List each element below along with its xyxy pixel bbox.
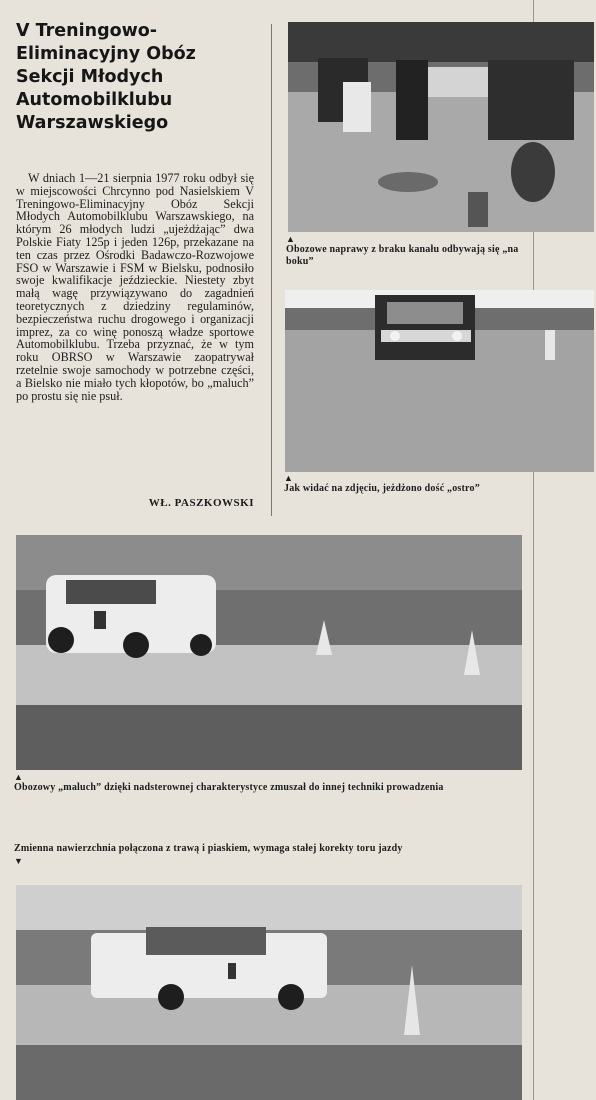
photo-repairs <box>288 22 594 232</box>
photo-fiat-126p-cornering <box>16 535 522 770</box>
photo-fiat-125p-front-caption: Jak widać na zdjęciu, jeżdżono dość „ostro” <box>284 483 480 494</box>
photo-fiat-125p-front-caption-block <box>284 474 524 495</box>
photo-fiat-125p-track <box>16 885 522 1100</box>
photo-repairs-image <box>288 22 594 232</box>
photo-fiat-125p-front-image <box>285 290 594 472</box>
caption-marker-up: ▲ <box>286 234 296 244</box>
caption-marker-down: ▼ <box>14 856 24 866</box>
photo-fiat-125p-track-image <box>16 885 522 1100</box>
photo-fiat-125p-track-caption-block <box>14 843 510 866</box>
photo-fiat-126p-cornering-image <box>16 535 522 770</box>
article-headline: V Treningowo-Eliminacyjny Obóz Sekcji Młodych Automobilklubu Warszawskiego <box>16 21 196 133</box>
photo-fiat-125p-front <box>285 290 594 472</box>
column-divider <box>271 24 272 516</box>
caption-marker-up: ▲ <box>284 473 294 483</box>
photo-fiat-125p-track-caption: Zmienna nawierzchnia połączona z trawą i piaskiem, wymaga stałej korekty toru jazdy <box>14 843 403 854</box>
photo-repairs-caption: Obozowe naprawy z braku kanału odbywają się „na boku” <box>286 244 519 267</box>
article-author: WŁ. PASZKOWSKI <box>148 497 254 509</box>
article-body: W dniach 1—21 sierpnia 1977 roku odbył się w miejscowości Chrcynno pod Nasielskiem V Treningowo-Eliminacyjny Obóz Sekcji Młodych Automobilklubu Warszawskiego, na którym 26 młodych ludzi „ujeżdżając” dwa Polskie Fiaty 125p i jeden 126p, przekazane na ten czas przez Ośrodki Badawczo-Rozwojowe FSO w Warszawie i FSM w Bielsku, podnosiło swoje kwalifikacje jeździeckie. Niestety zbyt małą wagę przywiązywano do zagadnień teoretycznych z dziedziny regulaminów, bezpieczeństwa ruchu drogowego i organizacji imprez, za co winę ponoszą władze sportowe Automobilklubu. Trzeba przyznać, że w tym roku OBRSO w Warszawie zaopatrywał rzetelnie swoje samochody w potrzebne części, a Bielsko nie miało tych kłopotów, bo „maluch” po prostu się nie psuł. <box>16 171 254 403</box>
photo-fiat-126p-cornering-caption: Obozowy „maluch” dzięki nadsterownej charakterystyce zmuszał do innej techniki prowadzenia <box>14 782 444 793</box>
photo-repairs-caption-block <box>286 235 526 268</box>
caption-marker-up: ▲ <box>14 772 24 782</box>
photo-fiat-126p-cornering-caption-block <box>14 773 510 794</box>
